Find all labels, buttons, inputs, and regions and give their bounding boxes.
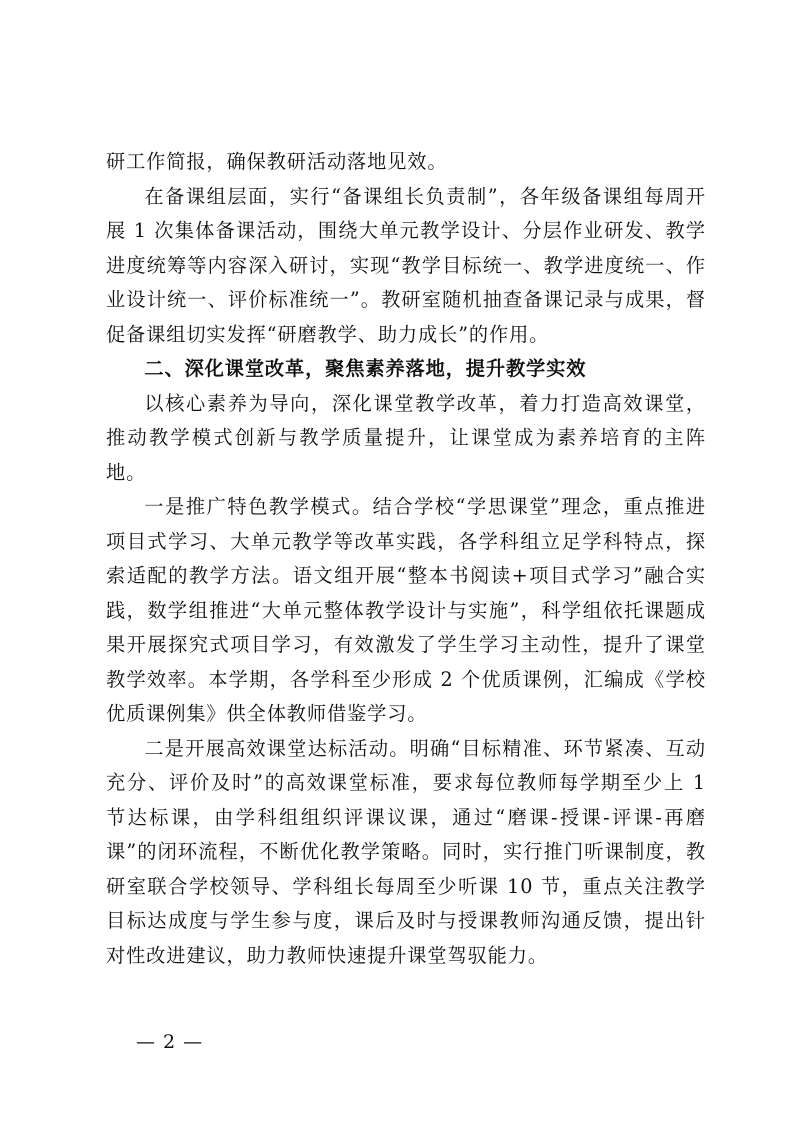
document-body bbox=[106, 145, 706, 973]
paragraph-section-intro: 以核心素养为导向，深化课堂教学改革，着力打造高效课堂，推动教学模式创新与教学质量提升，让课堂成为素养培育的主阵地。 bbox=[106, 391, 706, 484]
paragraph-continuation: 研工作简报，确保教研活动落地见效。 bbox=[106, 150, 448, 173]
page-number: — 2 — bbox=[136, 1031, 204, 1053]
paragraph-teaching-mode: 一是推广特色教学模式。结合学校“学思课堂”理念，重点推进项目式学习、大单元教学等改革实践，各学科组立足学科特点，探索适配的教学方法。语文组开展“整本书阅读+项目式学习”融合实践，数学组推进“大单元整体教学设计与实施”，科学组依托课题成果开展探究式项目学习，有效激发了学生学习主动性，提升了课堂教学效率。本学期，各学科至少形成 2 个优质课例，汇编成《学校优质课例集》供全体教师借鉴学习。 bbox=[106, 495, 706, 725]
paragraph-lesson-prep-groups: 在备课组层面，实行“备课组长负责制”，各年级备课组每周开展 1 次集体备课活动，围绕大单元教学设计、分层作业研发、教学进度统筹等内容深入研讨，实现“教学目标统一、教学进度统一、作业设计统一、评价标准统一”。教研室随机抽查备课记录与成果，督促备课组切实发挥“研磨教学、助力成长”的作用。 bbox=[106, 184, 706, 346]
section-heading: 二、深化课堂改革，聚焦素养落地，提升教学实效 bbox=[144, 357, 587, 380]
paragraph-efficient-classroom: 二是开展高效课堂达标活动。明确“目标精准、环节紧凑、互动充分、评价及时”的高效课堂标准，要求每位教师每学期至少上 1 节达标课，由学科组组织评课议课，通过“磨课-授课-评课-再磨课”的闭环流程，不断优化教学策略。同时，实行推门听课制度，教研室联合学校领导、学科组长每周至少听课 10 节，重点关注教学目标达成度与学生参与度，课后及时与授课教师沟通反馈，提出针对性改进建议，助力教师快速提升课堂驾驭能力。 bbox=[106, 736, 706, 967]
